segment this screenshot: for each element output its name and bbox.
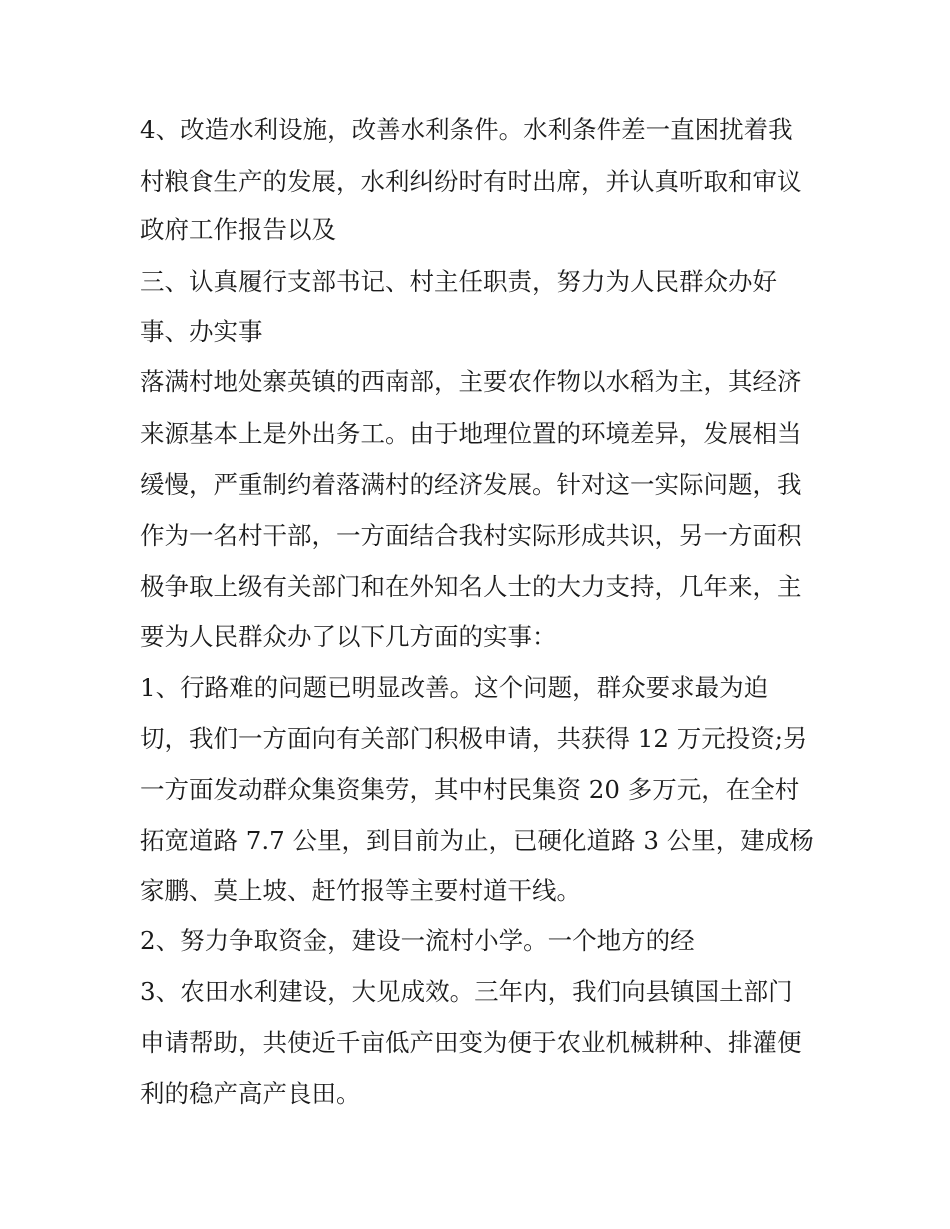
text-line-14: 一方面发动群众集资集劳，其中村民集资 20 多万元，在全村	[140, 775, 800, 804]
text-line-4: 三、认真履行支部书记、村主任职责，努力为人民群众办好	[140, 267, 777, 296]
text-line-8: 缓慢，严重制约着落满村的经济发展。针对这一实际问题，我	[140, 470, 802, 499]
text-line-1: 4、改造水利设施，改善水利条件。水利条件差一直困扰着我	[140, 115, 793, 144]
text-line-3: 政府工作报告以及	[140, 215, 336, 244]
text-line-12: 1、行路难的问题已明显改善。这个问题，群众要求最为迫	[140, 673, 769, 702]
text-line-19: 申请帮助，共使近千亩低产田变为便于农业机械耕种、排灌便	[140, 1028, 802, 1057]
text-line-13: 切，我们一方面向有关部门积极申请，共获得 12 万元投资;另	[140, 724, 808, 753]
text-line-5: 事、办实事	[140, 317, 263, 346]
text-line-16: 家鹏、莫上坡、赶竹报等主要村道干线。	[140, 876, 581, 905]
text-line-20: 利的稳产高产良田。	[140, 1079, 361, 1108]
text-line-18: 3、农田水利建设，大见成效。三年内，我们向县镇国土部门	[140, 977, 793, 1006]
text-line-9: 作为一名村干部，一方面结合我村实际形成共识，另一方面积	[140, 521, 802, 550]
text-line-17: 2、努力争取资金，建设一流村小学。一个地方的经	[140, 926, 695, 955]
text-line-10: 极争取上级有关部门和在外知名人士的大力支持，几年来，主	[140, 572, 802, 601]
text-line-2: 村粮食生产的发展，水利纠纷时有时出席，并认真听取和审议	[140, 167, 802, 196]
text-line-6: 落满村地处寨英镇的西南部，主要农作物以水稻为主，其经济	[140, 367, 802, 396]
text-line-7: 来源基本上是外出务工。由于地理位置的环境差异，发展相当	[140, 419, 802, 448]
text-line-11: 要为人民群众办了以下几方面的实事：	[140, 622, 557, 651]
text-line-15: 拓宽道路 7.7 公里，到目前为止，已硬化道路 3 公里，建成杨	[140, 826, 814, 855]
